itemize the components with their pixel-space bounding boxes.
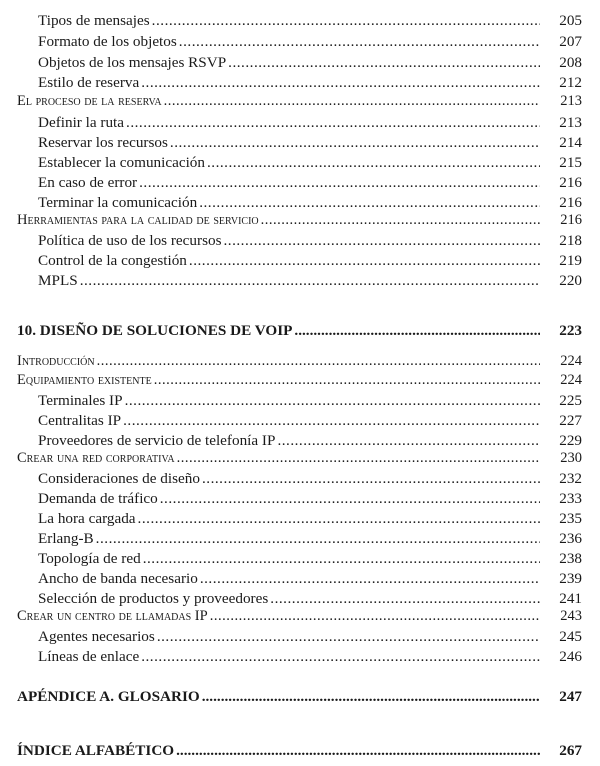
toc-section-entry (17, 212, 582, 229)
entry-page-number: 213 (560, 93, 582, 109)
entry-page-number: 241 (559, 590, 582, 607)
entry-page-number: 235 (559, 510, 582, 527)
toc-subsection-entry (38, 550, 582, 568)
dot-leader (154, 372, 540, 389)
dot-leader (199, 194, 540, 212)
dot-leader (261, 212, 540, 229)
entry-title: Centralitas IP (38, 412, 122, 429)
toc-subsection-entry (38, 154, 582, 172)
toc-subsection-entry (38, 392, 582, 410)
entry-page-number: 219 (559, 252, 582, 269)
toc-subsection-entry (38, 570, 582, 588)
entry-title: 10. DISEÑO DE SOLUCIONES DE VOIP (17, 322, 293, 339)
toc-subsection-entry (38, 628, 582, 646)
entry-page-number: 223 (559, 322, 582, 339)
entry-title: Ancho de banda necesario (38, 570, 198, 587)
entry-page-number: 224 (560, 353, 582, 369)
entry-page-number: 216 (560, 212, 582, 228)
toc-subsection-entry (38, 232, 582, 250)
toc-subsection-entry (38, 412, 582, 430)
entry-title: Introducción (17, 353, 95, 369)
toc-section-entry (17, 353, 582, 370)
entry-page-number: 246 (559, 648, 582, 665)
entry-title: Reservar los recursos (38, 134, 168, 151)
entry-page-number: 224 (560, 372, 582, 388)
toc-subsection-entry (38, 114, 582, 132)
entry-page-number: 205 (559, 12, 582, 29)
dot-leader (189, 252, 540, 270)
dot-leader (277, 432, 540, 450)
dot-leader (207, 154, 540, 172)
toc-subsection-entry (38, 12, 582, 30)
entry-page-number: 238 (559, 550, 582, 567)
toc-subsection-entry (38, 590, 582, 608)
toc-subsection-entry (38, 470, 582, 488)
toc-chapter-entry (17, 688, 582, 706)
entry-page-number: 230 (560, 450, 582, 466)
dot-leader (141, 74, 540, 92)
entry-page-number: 227 (559, 412, 582, 429)
entry-title: En caso de error (38, 174, 138, 191)
entry-title: Terminales IP (38, 392, 123, 409)
dot-leader (97, 353, 540, 370)
entry-page-number: 232 (559, 470, 582, 487)
dot-leader (164, 93, 540, 110)
entry-title: Objetos de los mensajes RSVP (38, 54, 227, 71)
dot-leader (294, 322, 540, 340)
dot-leader (179, 33, 540, 51)
toc-subsection-entry (38, 530, 582, 548)
entry-page-number: 267 (559, 742, 582, 759)
entry-title: Crear una red corporativa (17, 450, 175, 466)
toc-subsection-entry (38, 74, 582, 92)
dot-leader (202, 470, 540, 488)
dot-leader (228, 54, 540, 72)
entry-title: El proceso de la reserva (17, 93, 162, 109)
dot-leader (152, 12, 540, 30)
dot-leader (176, 742, 540, 760)
dot-leader (177, 450, 540, 467)
toc-subsection-entry (38, 134, 582, 152)
entry-title: Demanda de tráfico (38, 490, 158, 507)
entry-page-number: 247 (559, 688, 582, 705)
dot-leader (157, 628, 540, 646)
entry-title: La hora cargada (38, 510, 136, 527)
toc-subsection-entry (38, 648, 582, 666)
dot-leader (125, 392, 540, 410)
dot-leader (80, 272, 540, 290)
entry-title: Definir la ruta (38, 114, 125, 131)
entry-page-number: 229 (559, 432, 582, 449)
entry-page-number: 216 (559, 174, 582, 191)
dot-leader (96, 530, 540, 548)
entry-title: ÍNDICE ALFABÉTICO (17, 742, 175, 759)
toc-chapter-entry (17, 322, 582, 340)
dot-leader (123, 412, 540, 430)
entry-page-number: 216 (559, 194, 582, 211)
entry-title: Agentes necesarios (38, 628, 155, 645)
entry-page-number: 214 (559, 134, 582, 151)
toc-section-entry (17, 372, 582, 389)
toc-subsection-entry (38, 54, 582, 72)
entry-title: Estilo de reserva (38, 74, 140, 91)
entry-title: Tipos de mensajes (38, 12, 150, 29)
entry-page-number: 225 (559, 392, 582, 409)
entry-title: Erlang-B (38, 530, 94, 547)
entry-title: Selección de productos y proveedores (38, 590, 269, 607)
dot-leader (270, 590, 540, 608)
toc-section-entry (17, 608, 582, 625)
toc-subsection-entry (38, 510, 582, 528)
entry-page-number: 239 (559, 570, 582, 587)
dot-leader (202, 688, 540, 706)
entry-page-number: 243 (560, 608, 582, 624)
toc-subsection-entry (38, 490, 582, 508)
toc-section-entry (17, 93, 582, 110)
dot-leader (126, 114, 540, 132)
entry-title: Herramientas para la calidad de servicio (17, 212, 259, 228)
toc-subsection-entry (38, 272, 582, 290)
toc-chapter-entry (17, 742, 582, 760)
dot-leader (160, 490, 540, 508)
entry-title: Proveedores de servicio de telefonía IP (38, 432, 276, 449)
entry-page-number: 245 (559, 628, 582, 645)
entry-page-number: 212 (559, 74, 582, 91)
entry-title: Equipamiento existente (17, 372, 152, 388)
toc-subsection-entry (38, 194, 582, 212)
entry-title: Líneas de enlace (38, 648, 140, 665)
entry-page-number: 233 (559, 490, 582, 507)
entry-title: Establecer la comunicación (38, 154, 205, 171)
dot-leader (200, 570, 540, 588)
dot-leader (139, 174, 540, 192)
toc-subsection-entry (38, 432, 582, 450)
dot-leader (170, 134, 540, 152)
entry-title: APÉNDICE A. GLOSARIO (17, 688, 200, 705)
dot-leader (210, 608, 540, 625)
entry-page-number: 213 (559, 114, 582, 131)
entry-page-number: 208 (559, 54, 582, 71)
dot-leader (143, 550, 540, 568)
entry-title: Terminar la comunicación (38, 194, 198, 211)
entry-page-number: 207 (559, 33, 582, 50)
entry-page-number: 236 (559, 530, 582, 547)
entry-title: Formato de los objetos (38, 33, 177, 50)
entry-page-number: 220 (559, 272, 582, 289)
toc-subsection-entry (38, 33, 582, 51)
entry-title: Política de uso de los recursos (38, 232, 222, 249)
entry-title: Crear un centro de llamadas IP (17, 608, 208, 624)
toc-section-entry (17, 450, 582, 467)
entry-page-number: 218 (559, 232, 582, 249)
dot-leader (141, 648, 540, 666)
dot-leader (138, 510, 540, 528)
entry-title: Topología de red (38, 550, 141, 567)
toc-subsection-entry (38, 174, 582, 192)
entry-page-number: 215 (559, 154, 582, 171)
entry-title: Consideraciones de diseño (38, 470, 200, 487)
entry-title: Control de la congestión (38, 252, 187, 269)
toc-subsection-entry (38, 252, 582, 270)
entry-title: MPLS (38, 272, 78, 289)
dot-leader (223, 232, 540, 250)
